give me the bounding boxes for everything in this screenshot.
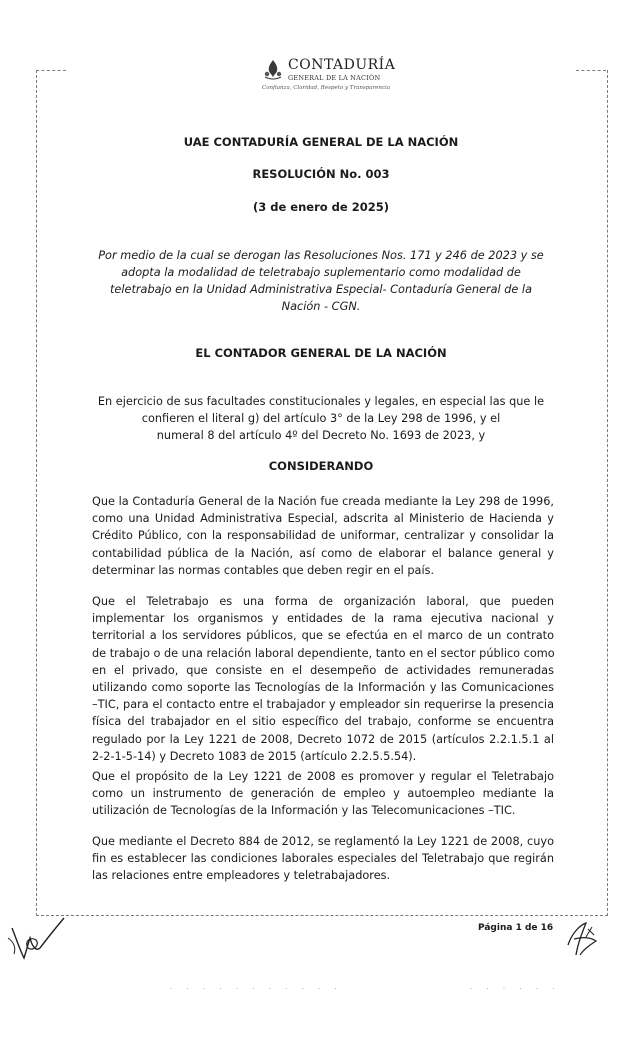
organization-heading: UAE CONTADURÍA GENERAL DE LA NACIÓN	[183, 135, 459, 149]
page-number: Página 1 de 16	[478, 923, 554, 933]
paragraph-line: implementar los organismos y entidades de la rama ejecutiva nacional y	[92, 612, 554, 626]
paragraph-line: territorial a los servidores públicos, que se efectúa en el marco de un contrato	[92, 629, 554, 643]
paragraph-line: de trabajo o de una relación laboral dependiente, tanto en el sector público como	[92, 646, 555, 660]
paragraph-line: fin es establecer las condiciones laborales especiales del Teletrabajo que regirán	[92, 852, 554, 866]
considering-paragraph-2	[92, 593, 554, 765]
preamble-line: En ejercicio de sus facultades constitucionales y legales, en especial las que le	[97, 395, 545, 408]
paragraph-line: Crédito Público, con la responsabilidad de uniformar, centralizar y consolidar la	[92, 529, 554, 543]
handwritten-initials-icon	[560, 915, 602, 963]
resolution-summary	[36, 247, 606, 315]
paragraph-line: física del trabajador en el sitio específico del trabajo, conforme se encuentra	[92, 715, 554, 729]
paragraph-line: Que mediante el Decreto 884 de 2012, se reglamentó la Ley 1221 de 2008, cuyo	[92, 835, 554, 848]
preamble-line: numeral 8 del artículo 4º del Decreto No. 1693 de 2023, y	[156, 429, 486, 442]
handwritten-initials-icon	[2, 908, 74, 970]
frame-top-left-edge	[36, 70, 66, 71]
summary-line: Por medio de la cual se derogan las Resoluciones Nos. 171 y 246 de 2023 y se	[98, 249, 544, 262]
paragraph-line: regulado por la Ley 1221 de 2008, Decreto 1072 de 2015 (artículos 2.2.1.5.1 al	[92, 732, 554, 746]
logo-name: CONTADURÍA	[288, 57, 396, 73]
paragraph-line: determinar las normas contables que deben regir en el país.	[92, 563, 435, 577]
paragraph-line: contabilidad pública de la Nación, así como de elaborar el balance general y	[92, 546, 554, 560]
paragraph-line: utilización de Tecnologías de la Información y las Telecomunicaciones –TIC.	[92, 804, 516, 818]
paragraph-line: las relaciones entre empleadores y teletrabajadores.	[92, 869, 391, 883]
resolution-date: (3 de enero de 2025)	[253, 200, 389, 214]
paragraph-line: Que el propósito de la Ley 1221 de 2008 es promover y regular el Teletrabajo	[92, 770, 554, 783]
summary-line: teletrabajo en la Unidad Administrativa Especial- Contaduría General de la	[109, 283, 532, 296]
contaduria-emblem-icon	[262, 58, 284, 80]
considering-paragraph-4	[92, 833, 554, 885]
paragraph-line: utilizando como soporte las Tecnologías de la Información y las Comunicaciones	[92, 681, 554, 695]
paragraph-line: –TIC, para el contacto entre el trabajador y empleador sin requerirse la presencia	[92, 698, 554, 712]
logo-tagline: Confianza, Claridad, Respeto y Transparencia	[262, 85, 391, 91]
frame-top-right-edge	[576, 70, 606, 71]
summary-line: adopta la modalidad de teletrabajo suplementario como modalidad de	[121, 266, 521, 279]
paragraph-line: Que el Teletrabajo es una forma de organización laboral, que pueden	[92, 595, 554, 608]
scan-noise: · · · · · ·	[470, 985, 561, 993]
preamble	[36, 393, 606, 444]
paragraph-line: como una Unidad Administrativa Especial, adscrita al Ministerio de Hacienda y	[92, 512, 554, 526]
summary-line: Nación - CGN.	[281, 300, 361, 313]
scan-noise: · · · · · · · · · · ·	[170, 985, 343, 993]
logo-subtitle: GENERAL DE LA NACIÓN	[288, 74, 381, 82]
authority-heading: EL CONTADOR GENERAL DE LA NACIÓN	[195, 346, 447, 360]
considering-paragraph-3	[92, 768, 554, 820]
considering-heading: CONSIDERANDO	[268, 459, 374, 473]
paragraph-line: como un instrumento de generación de empleo y autoempleo mediante la	[92, 787, 554, 801]
paragraph-line: Que la Contaduría General de la Nación fue creada mediante la Ley 298 de 1996,	[92, 495, 554, 508]
contaduria-logo	[262, 56, 396, 96]
paragraph-line: en el privado, que consiste en el desempeño de actividades remuneradas	[92, 663, 554, 677]
preamble-line: confieren el literal g) del artículo 3° de la Ley 298 de 1996, y el	[141, 412, 501, 425]
resolution-number: RESOLUCIÓN No. 003	[252, 167, 390, 181]
paragraph-line: 2-2-1-5-14) y Decreto 1083 de 2015 (artículo 2.2.5.5.54).	[92, 749, 417, 763]
considering-paragraph-1	[92, 493, 554, 579]
